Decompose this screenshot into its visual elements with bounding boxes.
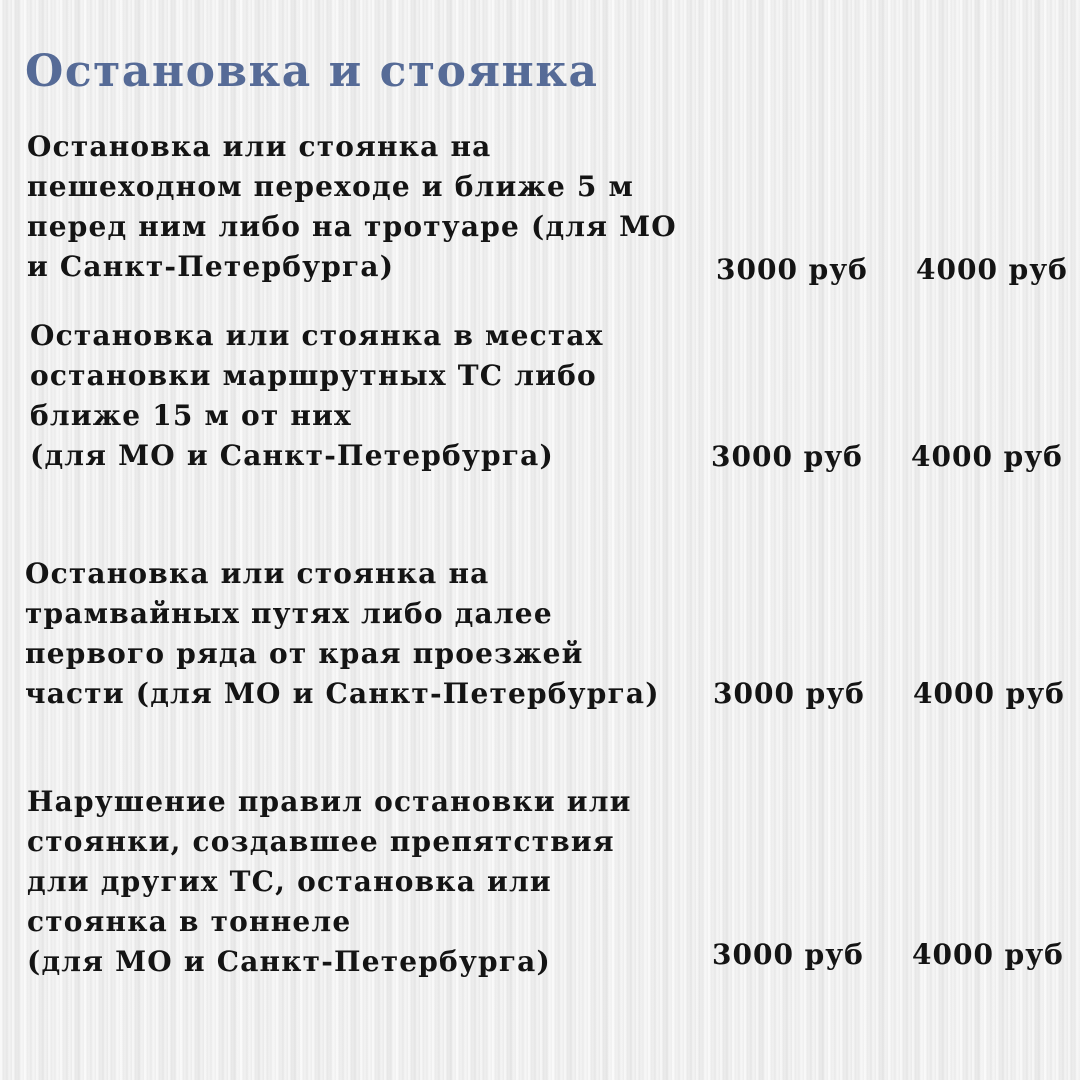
fine-description-2 xyxy=(30,316,604,476)
desc-line: трамвайных путях либо далее xyxy=(25,597,553,630)
desc-line: Остановка или стоянка на xyxy=(27,130,492,163)
fine-description-4 xyxy=(27,782,632,982)
fine-price-1a: 3000 руб xyxy=(716,253,868,286)
desc-line: Остановка или стоянка в местах xyxy=(30,319,604,352)
desc-line: пешеходном переходе и ближе 5 м xyxy=(27,170,635,203)
fine-price-1b: 4000 руб xyxy=(916,253,1068,286)
desc-line: стоянка в тоннеле xyxy=(27,905,352,938)
desc-line: остановки маршрутных ТС либо xyxy=(30,359,597,392)
fine-price-2a: 3000 руб xyxy=(711,440,863,473)
desc-line: стоянки, создавшее препятствия xyxy=(27,825,615,858)
desc-line: дли других ТС, остановка или xyxy=(27,865,552,898)
fine-price-4a: 3000 руб xyxy=(712,938,864,971)
desc-line: перед ним либо на тротуаре (для МО xyxy=(27,210,677,243)
fine-description-1 xyxy=(27,127,677,287)
desc-line: и Санкт-Петербурга) xyxy=(27,250,395,283)
desc-line: ближе 15 м от них xyxy=(30,399,352,432)
desc-line: первого ряда от края проезжей xyxy=(25,637,584,670)
desc-line: Нарушение правил остановки или xyxy=(27,785,632,818)
desc-line: (для МО и Санкт-Петербурга) xyxy=(27,945,551,978)
page-title: Остановка и стоянка xyxy=(25,46,599,97)
desc-line: (для МО и Санкт-Петербурга) xyxy=(30,439,554,472)
desc-line: Остановка или стоянка на xyxy=(25,557,490,590)
fine-price-3a: 3000 руб xyxy=(713,677,865,710)
fine-price-2b: 4000 руб xyxy=(911,440,1063,473)
fine-price-4b: 4000 руб xyxy=(912,938,1064,971)
fine-description-3 xyxy=(25,554,660,714)
desc-line: части (для МО и Санкт-Петербурга) xyxy=(25,677,660,710)
fine-price-3b: 4000 руб xyxy=(913,677,1065,710)
